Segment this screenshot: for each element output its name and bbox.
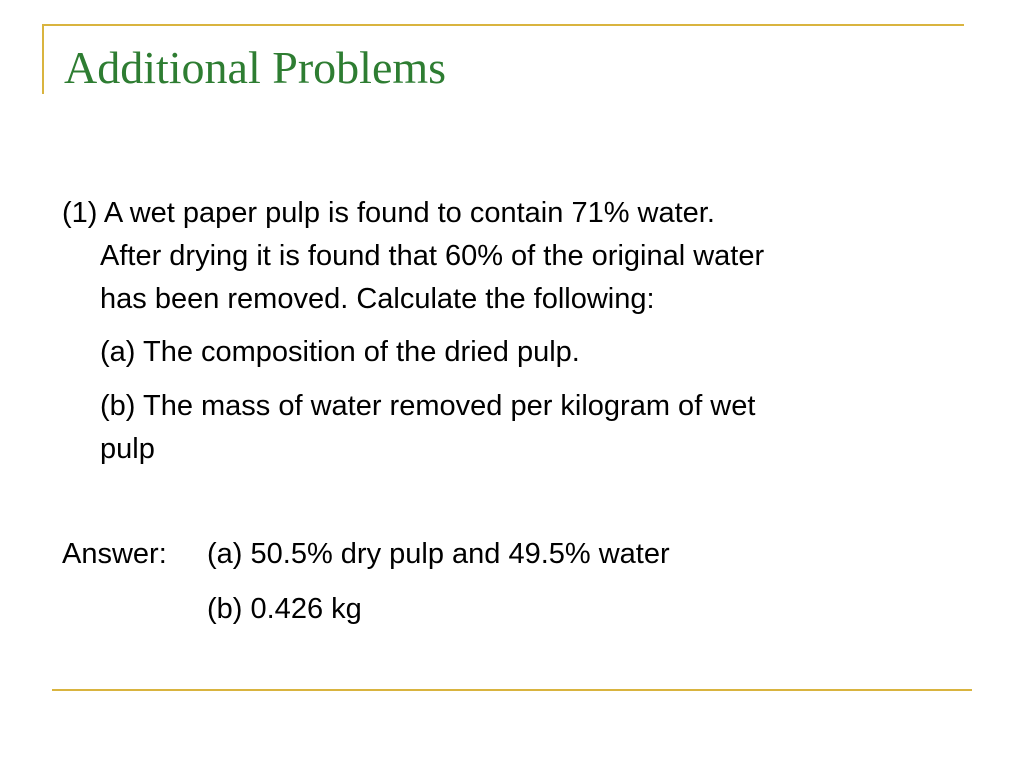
problem-line-2: After drying it is found that 60% of the original water [100,240,765,272]
bottom-divider [52,689,972,691]
answer-part-a: (a) 50.5% dry pulp and 49.5% water [207,538,670,570]
problem-statement [62,192,972,321]
answer-label: Answer: [62,538,167,570]
problem-part-b-line-2: pulp [100,433,155,465]
problem-part-b-line-1: (b) The mass of water removed per kilogram of wet [100,390,756,422]
problem-line-3: has been removed. Calculate the following: [100,283,655,315]
answer-part-b: (b) 0.426 kg [207,593,362,625]
top-divider [42,24,964,26]
slide-title: Additional Problems [64,42,447,93]
problem-part-a: (a) The composition of the dried pulp. [100,336,580,368]
problem-part-b [100,385,755,471]
title-side-rule [42,24,44,94]
problem-line-1: (1) A wet paper pulp is found to contain 71% water. [62,197,715,229]
